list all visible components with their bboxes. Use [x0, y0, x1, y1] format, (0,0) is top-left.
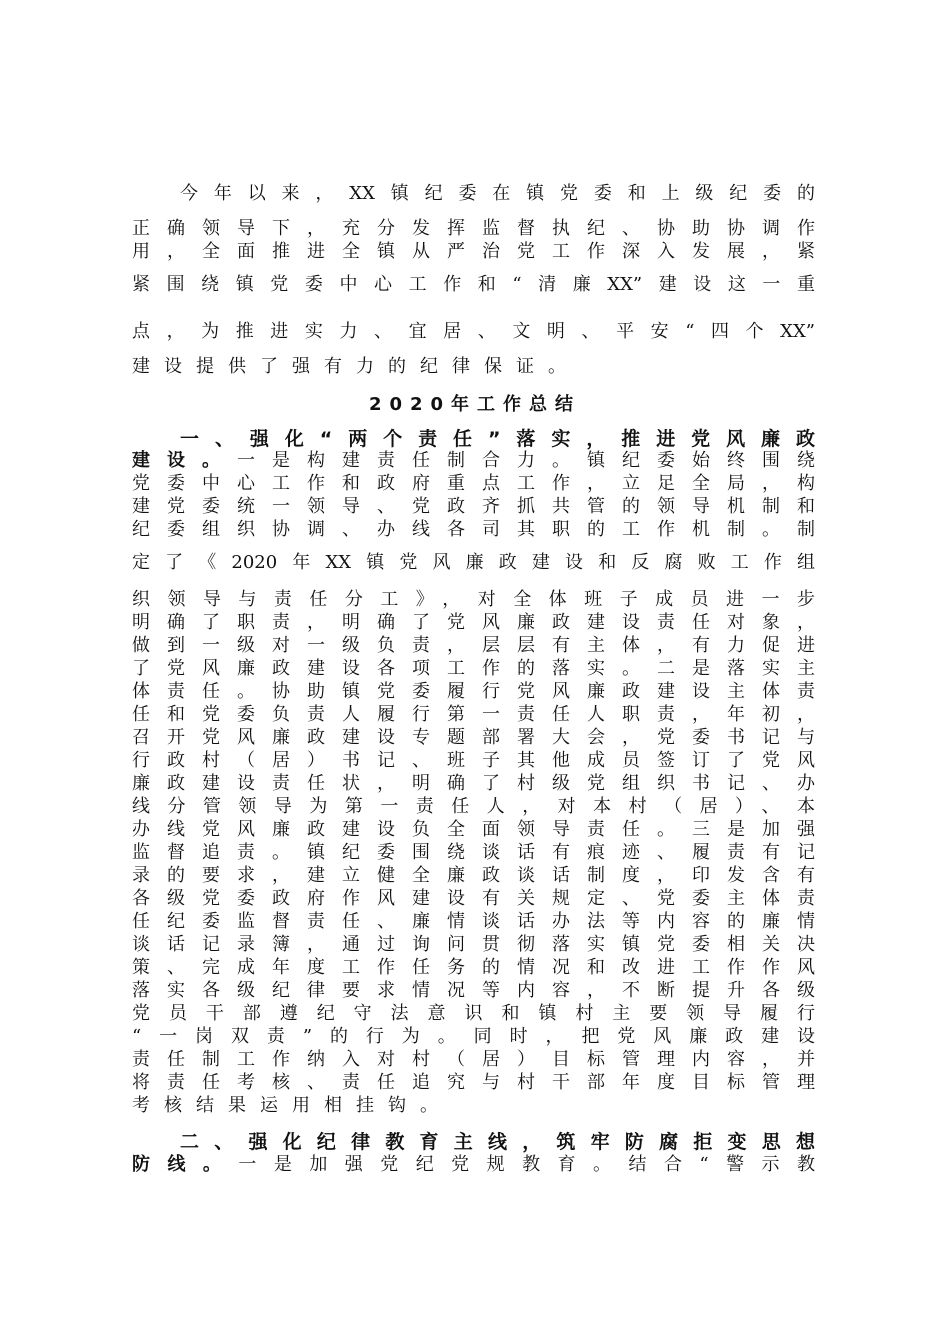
intro-line-1: 今年以来，XX镇纪委在镇党委和上级纪委的 [180, 183, 815, 204]
section1-line-27: 考核结果运用相挂钩。 [132, 1095, 452, 1116]
section1-line-26: 将责任考核、责任追究与村干部年度目标管理 [132, 1072, 815, 1093]
section1-line-25: 责任制工作纳入对村（居）目标管理内容，并 [132, 1049, 815, 1070]
section1-line-5: 织领导与责任分工》，对全体班子成员进一步 [132, 589, 815, 610]
section1-heading-bold: 建设。 [132, 450, 237, 471]
section1-line-24: “一岗双责”的行为。同时，把党风廉政建设 [132, 1026, 815, 1047]
intro-line-2: 正确领导下，充分发挥监督执纪、协助协调作 [132, 218, 815, 239]
section2-heading-line1: 二、强化纪律教育主线，筑牢防腐拒变思想 [180, 1131, 815, 1153]
section1-line-22: 落实各级纪律要求情况等内容，不断提升各级 [132, 980, 815, 1001]
intro-line-3: 用，全面推进全镇从严治党工作深入发展，紧 [132, 241, 815, 262]
section1-line-15: 办线党风廉政建设负全面领导责任。三是加强 [132, 819, 815, 840]
section1-line-19: 任纪委监督责任、廉情谈话办法等内容的廉情 [132, 911, 815, 932]
section1-heading-rest: 一是构建责任制合力。镇纪委始终围绕 [237, 450, 815, 471]
section1-line-4: 定了《2020年XX镇党风廉政建设和反腐败工作组 [132, 552, 815, 573]
intro-line-4: 紧围绕镇党委中心工作和“清廉XX”建设这一重 [132, 274, 815, 295]
section1-line-20: 谈话记录簿，通过询问贯彻落实镇党委相关决 [132, 934, 815, 955]
section1-line-2: 建党委统一领导、党政齐抓共管的领导机制和 [132, 496, 815, 517]
section2-heading-rest: 一是加强党纪党规教育。结合“警示教 [238, 1154, 815, 1175]
section1-line-1: 党委中心工作和政府重点工作，立足全局，构 [132, 473, 815, 494]
section2-heading-bold: 防线。 [132, 1154, 239, 1175]
section1-line-18: 各级党委政府作风建设有关规定、党委主体责 [132, 888, 815, 909]
section1-line-10: 任和党委负责人履行第一责任人职责，年初， [132, 704, 815, 725]
section1-line-3: 纪委组织协调、办线各司其职的工作机制。制 [132, 519, 815, 540]
section1-line-17: 录的要求，建立健全廉政谈话制度，印发含有 [132, 865, 815, 886]
section1-line-8: 了党风廉政建设各项工作的落实。二是落实主 [132, 658, 815, 679]
section1-heading-line2 [132, 449, 815, 473]
section1-line-23: 党员干部遵纪守法意识和镇村主要领导履行 [132, 1003, 815, 1024]
intro-line-5: 点，为推进实力、宜居、文明、平安“四个XX” [132, 321, 815, 342]
page-title: 2020年工作总结 [368, 394, 582, 415]
section1-line-9: 体责任。协助镇党委履行党风廉政建设主体责 [132, 681, 815, 702]
section1-line-12: 行政村（居）书记、班子其他成员签订了党风 [132, 750, 815, 771]
section1-line-14: 线分管领导为第一责任人，对本村（居）、本 [132, 796, 815, 817]
section1-line-16: 监督追责。镇纪委围绕谈话有痕迹、履责有记 [132, 842, 815, 863]
section2-heading-line2 [132, 1153, 815, 1177]
section1-heading-line1: 一、强化“两个责任”落实，推进党风廉政 [180, 428, 815, 450]
section1-line-21: 策、完成年度工作任务的情况和改进工作作风 [132, 957, 815, 978]
section1-line-13: 廉政建设责任状，明确了村级党组织书记、办 [132, 773, 815, 794]
intro-line-6: 建设提供了强有力的纪律保证。 [132, 356, 580, 377]
section1-line-11: 召开党风廉政建设专题部署大会，党委书记与 [132, 727, 815, 748]
section1-line-6: 明确了职责，明确了党风廉政建设责任对象， [132, 612, 815, 633]
section1-line-7: 做到一级对一级负责，层层有主体，有力促进 [132, 635, 815, 656]
